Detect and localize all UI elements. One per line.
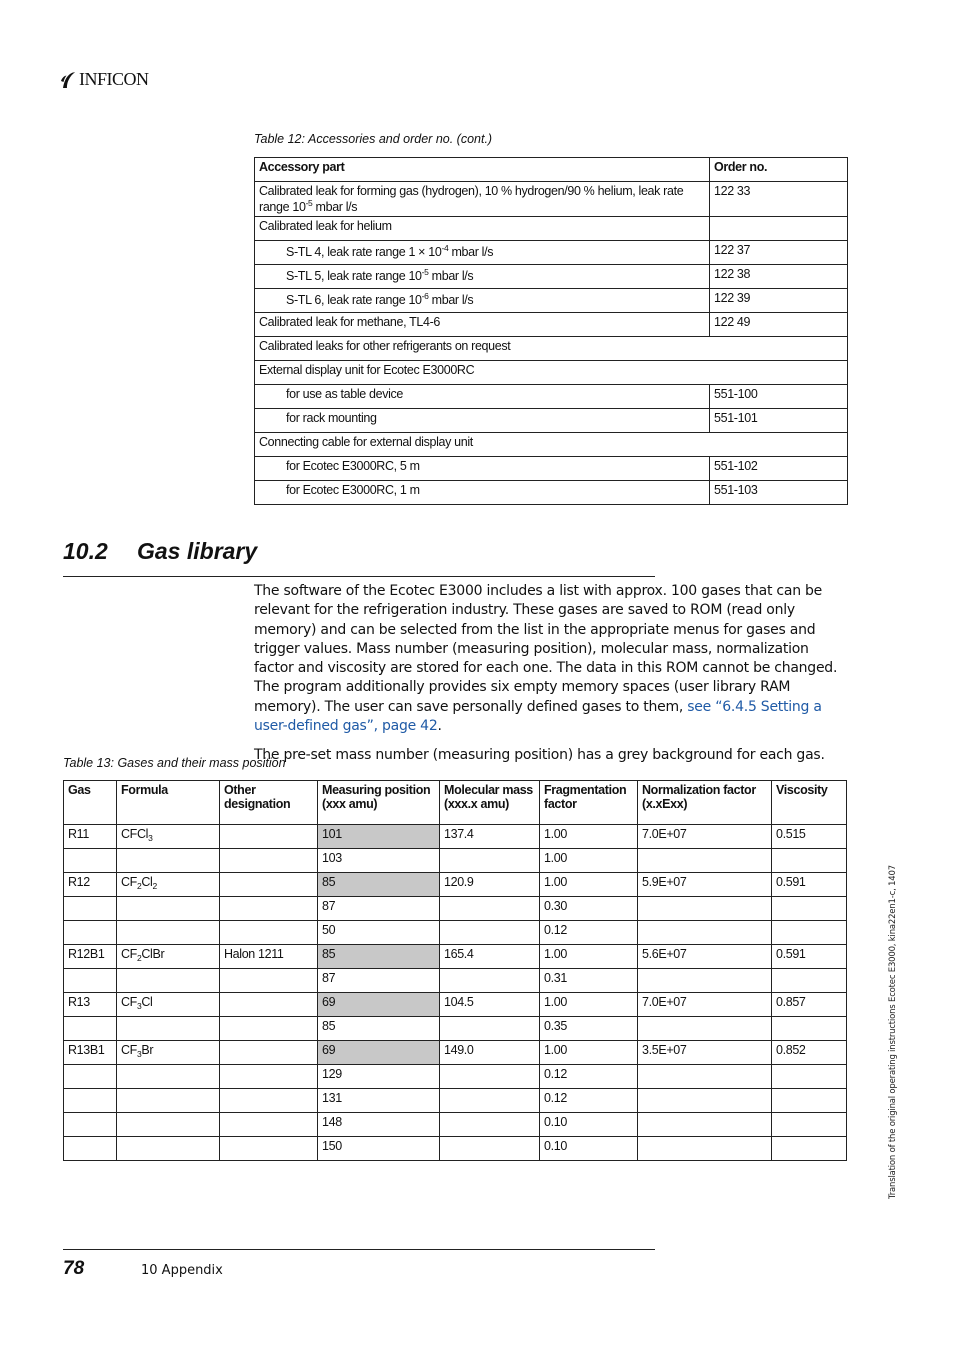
other-designation-cell xyxy=(220,993,318,1017)
other-designation-cell xyxy=(220,849,318,873)
header-other-designation: Other designation xyxy=(220,781,318,825)
table12-caption: Table 12: Accessories and order no. (cont.) xyxy=(254,132,493,146)
normalization-factor-cell: 7.0E+07 xyxy=(638,825,772,849)
normalization-factor-cell: 5.9E+07 xyxy=(638,873,772,897)
gas-cell: R13 xyxy=(64,993,117,1017)
formula-cell xyxy=(117,1065,220,1089)
formula-part: CFCl xyxy=(121,827,149,841)
viscosity-cell xyxy=(772,1113,847,1137)
molecular-mass-cell xyxy=(440,1065,540,1089)
unit-text: mbar l/s xyxy=(448,245,494,259)
accessories-row xyxy=(255,313,848,337)
gas-row xyxy=(64,825,847,849)
accessory-part-cell xyxy=(255,182,710,217)
fragmentation-factor-cell: 0.31 xyxy=(540,969,638,993)
gas-cell xyxy=(64,897,117,921)
normalization-factor-cell xyxy=(638,1137,772,1161)
mass-cell: 50 xyxy=(318,921,440,945)
accessory-part-cell xyxy=(255,265,710,289)
accessory-part-cell: Calibrated leaks for other refrigerants on request xyxy=(255,337,848,361)
unit-text: mbar l/s xyxy=(428,269,474,283)
viscosity-cell: 0.591 xyxy=(772,945,847,969)
preset-mass-cell: 85 xyxy=(318,945,440,969)
mass-cell: 148 xyxy=(318,1113,440,1137)
formula-cell xyxy=(117,1041,220,1065)
fragmentation-factor-cell: 1.00 xyxy=(540,993,638,1017)
viscosity-cell xyxy=(772,921,847,945)
unit-text: mbar l/s xyxy=(312,200,358,214)
molecular-mass-cell xyxy=(440,849,540,873)
accessories-row xyxy=(255,337,848,361)
formula-cell xyxy=(117,993,220,1017)
order-number-cell: 551-103 xyxy=(710,481,848,505)
gas-row xyxy=(64,873,847,897)
paragraph-1-text: The software of the Ecotec E3000 includes a list with approx. 100 gases that can be relevant for the refrigeration industry. These gases are saved to ROM (read only memory) and can be selected from the list in the appropriate menus for gases and trigger values. Mass number (measuring position), molecular mass, normalization factor and viscosity are stored for each one. The data in this ROM cannot be changed. The program additionally provides six empty memory spaces (user library RAM memory). The user can save personally defined gases to them, xyxy=(254,583,838,715)
molecular-mass-cell xyxy=(440,1113,540,1137)
exponent: -6 xyxy=(421,291,429,301)
viscosity-cell xyxy=(772,897,847,921)
molecular-mass-cell: 104.5 xyxy=(440,993,540,1017)
header-normalization-factor: Normalization factor (x.xExx) xyxy=(638,781,772,825)
accessories-table xyxy=(254,157,848,505)
paragraph-1-end: . xyxy=(437,718,442,735)
gas-cell xyxy=(64,969,117,993)
normalization-factor-cell: 5.6E+07 xyxy=(638,945,772,969)
exponent: -5 xyxy=(305,198,313,208)
formula-cell xyxy=(117,945,220,969)
order-number-cell: 122 39 xyxy=(710,289,848,313)
accessories-row xyxy=(255,289,848,313)
formula-part: Cl xyxy=(141,995,153,1009)
other-designation-cell xyxy=(220,1065,318,1089)
accessory-part-cell xyxy=(255,241,710,265)
viscosity-cell xyxy=(772,1089,847,1113)
fragmentation-factor-cell: 0.35 xyxy=(540,1017,638,1041)
accessory-part-cell: for Ecotec E3000RC, 1 m xyxy=(255,481,710,505)
logo-text: INFICON xyxy=(79,68,149,89)
header-order-no: Order no. xyxy=(710,158,848,182)
fragmentation-factor-cell: 1.00 xyxy=(540,1041,638,1065)
side-note: Translation of the original operating instructions Ecotec E3000, kina22en1-c, 1407 xyxy=(888,865,898,1199)
viscosity-cell: 0.852 xyxy=(772,1041,847,1065)
molecular-mass-cell xyxy=(440,1137,540,1161)
viscosity-cell xyxy=(772,1017,847,1041)
gas-cell xyxy=(64,1113,117,1137)
accessory-part-cell: Connecting cable for external display unit xyxy=(255,433,848,457)
other-designation-cell xyxy=(220,1017,318,1041)
table13-caption: Table 13: Gases and their mass position xyxy=(63,756,286,770)
gas-cell xyxy=(64,1017,117,1041)
other-designation-cell xyxy=(220,969,318,993)
normalization-factor-cell xyxy=(638,921,772,945)
formula-cell xyxy=(117,849,220,873)
formula-part: CF xyxy=(121,875,137,889)
formula-subscript: 3 xyxy=(136,1049,142,1059)
header-viscosity: Viscosity xyxy=(772,781,847,825)
fragmentation-factor-cell: 1.00 xyxy=(540,849,638,873)
gas-row xyxy=(64,1137,847,1161)
paragraph-1 xyxy=(254,582,848,736)
mass-cell: 150 xyxy=(318,1137,440,1161)
molecular-mass-cell: 149.0 xyxy=(440,1041,540,1065)
formula-subscript: 2 xyxy=(136,881,142,891)
accessory-part-cell: for Ecotec E3000RC, 5 m xyxy=(255,457,710,481)
header-fragmentation-factor: Fragmentation factor xyxy=(540,781,638,825)
accessory-part-text: S-TL 6, leak rate range 10 xyxy=(286,293,422,307)
accessories-row xyxy=(255,409,848,433)
accessory-part-text: S-TL 5, leak rate range 10 xyxy=(286,269,422,283)
accessory-part-cell xyxy=(255,289,710,313)
gas-row xyxy=(64,969,847,993)
fragmentation-factor-cell: 0.12 xyxy=(540,921,638,945)
molecular-mass-cell: 165.4 xyxy=(440,945,540,969)
body-text xyxy=(254,582,848,776)
normalization-factor-cell xyxy=(638,969,772,993)
formula-cell xyxy=(117,969,220,993)
accessory-part-cell: Calibrated leak for methane, TL4-6 xyxy=(255,313,710,337)
fragmentation-factor-cell: 0.30 xyxy=(540,897,638,921)
fragmentation-factor-cell: 0.12 xyxy=(540,1065,638,1089)
normalization-factor-cell: 7.0E+07 xyxy=(638,993,772,1017)
other-designation-cell xyxy=(220,897,318,921)
other-designation-cell xyxy=(220,921,318,945)
viscosity-cell xyxy=(772,1137,847,1161)
order-number-cell xyxy=(710,217,848,241)
formula-cell xyxy=(117,873,220,897)
formula-part: CF xyxy=(121,947,137,961)
gas-cell xyxy=(64,921,117,945)
unit-text: mbar l/s xyxy=(428,293,474,307)
order-number-cell: 551-102 xyxy=(710,457,848,481)
viscosity-cell: 0.857 xyxy=(772,993,847,1017)
accessory-part-text: Calibrated leak for forming gas (hydrogen), 10 % hydrogen/90 % helium, leak rate range 10 xyxy=(259,184,684,214)
gas-cell xyxy=(64,1065,117,1089)
molecular-mass-cell xyxy=(440,921,540,945)
molecular-mass-cell xyxy=(440,897,540,921)
section-title: Gas library xyxy=(137,538,258,564)
normalization-factor-cell xyxy=(638,1113,772,1137)
gas-cell: R12 xyxy=(64,873,117,897)
footer-chapter: 10 Appendix xyxy=(141,1263,223,1278)
accessories-row xyxy=(255,182,848,217)
header-measuring-position: Measuring position (xxx amu) xyxy=(318,781,440,825)
formula-cell xyxy=(117,921,220,945)
preset-mass-cell: 85 xyxy=(318,873,440,897)
formula-part: ClBr xyxy=(141,947,165,961)
other-designation-cell xyxy=(220,1041,318,1065)
formula-part: CF xyxy=(121,995,137,1009)
viscosity-cell: 0.515 xyxy=(772,825,847,849)
molecular-mass-cell xyxy=(440,1017,540,1041)
gas-row xyxy=(64,849,847,873)
molecular-mass-cell xyxy=(440,1089,540,1113)
formula-part: Br xyxy=(141,1043,154,1057)
gas-cell: R11 xyxy=(64,825,117,849)
gas-cell xyxy=(64,1089,117,1113)
accessory-part-cell: External display unit for Ecotec E3000RC xyxy=(255,361,848,385)
footer-rule xyxy=(63,1249,655,1250)
order-number-cell: 122 38 xyxy=(710,265,848,289)
gas-row xyxy=(64,1065,847,1089)
viscosity-cell: 0.591 xyxy=(772,873,847,897)
mass-cell: 85 xyxy=(318,1017,440,1041)
molecular-mass-cell: 120.9 xyxy=(440,873,540,897)
accessories-header-row xyxy=(255,158,848,182)
accessory-part-text: S-TL 4, leak rate range 1 × 10 xyxy=(286,245,442,259)
order-number-cell: 122 49 xyxy=(710,313,848,337)
formula-cell xyxy=(117,1137,220,1161)
order-number-cell: 122 37 xyxy=(710,241,848,265)
formula-subscript: 2 xyxy=(152,881,157,891)
gas-cell xyxy=(64,1137,117,1161)
fragmentation-factor-cell: 1.00 xyxy=(540,945,638,969)
section-heading xyxy=(63,538,257,565)
order-number-cell: 551-101 xyxy=(710,409,848,433)
mass-cell: 103 xyxy=(318,849,440,873)
gas-row xyxy=(64,945,847,969)
normalization-factor-cell xyxy=(638,1089,772,1113)
accessories-row xyxy=(255,433,848,457)
formula-cell xyxy=(117,1017,220,1041)
gas-row xyxy=(64,921,847,945)
other-designation-cell xyxy=(220,1089,318,1113)
gas-row xyxy=(64,1041,847,1065)
preset-mass-cell: 101 xyxy=(318,825,440,849)
formula-cell xyxy=(117,897,220,921)
gas-cell: R12B1 xyxy=(64,945,117,969)
accessory-part-cell: Calibrated leak for helium xyxy=(255,217,710,241)
mass-cell: 129 xyxy=(318,1065,440,1089)
accessory-part-cell: for use as table device xyxy=(255,385,710,409)
gas-row xyxy=(64,1017,847,1041)
gas-row xyxy=(64,1113,847,1137)
mass-cell: 87 xyxy=(318,897,440,921)
exponent: -5 xyxy=(421,267,429,277)
accessories-row xyxy=(255,217,848,241)
normalization-factor-cell xyxy=(638,1017,772,1041)
accessories-row xyxy=(255,457,848,481)
other-designation-cell xyxy=(220,825,318,849)
viscosity-cell xyxy=(772,969,847,993)
formula-subscript: 2 xyxy=(136,953,142,963)
header-formula: Formula xyxy=(117,781,220,825)
order-number-cell: 122 33 xyxy=(710,182,848,217)
fragmentation-factor-cell: 1.00 xyxy=(540,873,638,897)
fragmentation-factor-cell: 0.12 xyxy=(540,1089,638,1113)
accessories-row xyxy=(255,265,848,289)
page-number: 78 xyxy=(63,1258,85,1279)
gas-cell: R13B1 xyxy=(64,1041,117,1065)
gas-table-header-row xyxy=(64,781,847,825)
preset-mass-cell: 69 xyxy=(318,993,440,1017)
accessories-row xyxy=(255,241,848,265)
gas-cell xyxy=(64,849,117,873)
fragmentation-factor-cell: 0.10 xyxy=(540,1113,638,1137)
formula-subscript: 3 xyxy=(148,833,153,843)
gas-table xyxy=(63,780,847,1161)
formula-cell xyxy=(117,825,220,849)
formula-part: Cl xyxy=(141,875,153,889)
mass-cell: 87 xyxy=(318,969,440,993)
order-number-cell: 551-100 xyxy=(710,385,848,409)
header-gas: Gas xyxy=(64,781,117,825)
formula-cell xyxy=(117,1089,220,1113)
other-designation-cell xyxy=(220,1113,318,1137)
paragraph-2: The pre-set mass number (measuring position) has a grey background for each gas. xyxy=(254,747,825,764)
formula-part: CF xyxy=(121,1043,137,1057)
normalization-factor-cell xyxy=(638,1065,772,1089)
section-number: 10.2 xyxy=(63,538,108,564)
other-designation-cell xyxy=(220,1137,318,1161)
cross-reference-link[interactable]: see “6.4.5 Setting a user-defined gas”, page 42 xyxy=(254,698,822,735)
other-designation-cell xyxy=(220,873,318,897)
normalization-factor-cell: 3.5E+07 xyxy=(638,1041,772,1065)
exponent: -4 xyxy=(441,243,449,253)
accessory-part-cell: for rack mounting xyxy=(255,409,710,433)
fragmentation-factor-cell: 0.10 xyxy=(540,1137,638,1161)
viscosity-cell xyxy=(772,849,847,873)
accessories-row xyxy=(255,385,848,409)
header-molecular-mass: Molecular mass (xxx.x amu) xyxy=(440,781,540,825)
other-designation-cell: Halon 1211 xyxy=(220,945,318,969)
formula-subscript: 3 xyxy=(136,1001,142,1011)
inficon-logo xyxy=(60,68,149,90)
preset-mass-cell: 69 xyxy=(318,1041,440,1065)
molecular-mass-cell xyxy=(440,969,540,993)
gas-row xyxy=(64,1089,847,1113)
gas-row xyxy=(64,993,847,1017)
molecular-mass-cell: 137.4 xyxy=(440,825,540,849)
header-accessory-part: Accessory part xyxy=(255,158,710,182)
viscosity-cell xyxy=(772,1065,847,1089)
accessories-row xyxy=(255,481,848,505)
fragmentation-factor-cell: 1.00 xyxy=(540,825,638,849)
inficon-swirl-icon xyxy=(60,69,76,89)
normalization-factor-cell xyxy=(638,897,772,921)
gas-row xyxy=(64,897,847,921)
normalization-factor-cell xyxy=(638,849,772,873)
formula-cell xyxy=(117,1113,220,1137)
accessories-row xyxy=(255,361,848,385)
section-rule xyxy=(63,576,655,577)
mass-cell: 131 xyxy=(318,1089,440,1113)
